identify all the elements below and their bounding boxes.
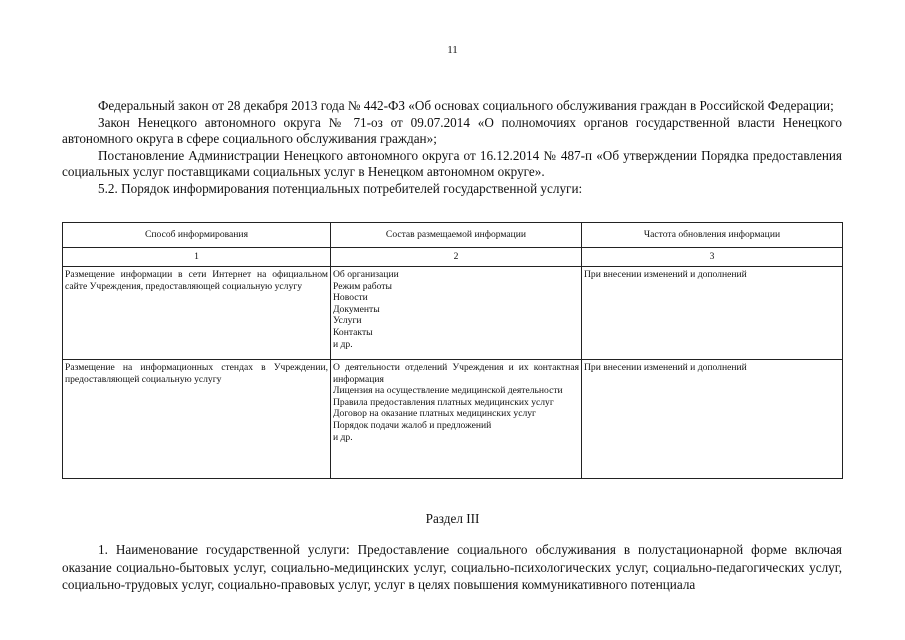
table-row [63,360,843,479]
method-cell: Размещение на информационных стендах в Учреждении, предоставляющей социальную услугу [63,360,331,479]
information-table [62,222,843,479]
column-number: 2 [331,248,582,267]
legal-act-regional-law: Закон Ненецкого автономного округа № 71-оз от 09.07.2014 «О полномочиях органов государственной власти Ненецкого автономного округа в сфере социального обслуживания граждан»; [62,114,842,147]
contents-item: Контакты [333,326,373,338]
section-title: Раздел III [425,511,480,526]
table-header-row [63,223,843,248]
column-header-frequency: Частота обновления информации [582,223,843,248]
contents-item: Режим работы [333,280,392,292]
method-cell: Размещение информации в сети Интернет на официальном сайте Учреждения, предоставляющей социальную услугу [63,267,331,360]
column-header-contents: Состав размещаемой информации [331,223,582,248]
table-row [63,267,843,360]
page-number: 11 [447,44,458,56]
contents-cell [331,360,582,479]
table-number-row [63,248,843,267]
contents-item: Новости [333,292,368,304]
service-name-paragraph: 1. Наименование государственной услуги: Предоставление социального обслуживания в полустационарной форме включая оказание социально-бытовых услуг, социально-медицинских услуг, социально-психологических услуг, социально-педагогических услуг, социально-трудовых услуг, социально-правовых услуг, услуг в целях повышения коммуникативного потенциала [62,542,842,592]
contents-item: Порядок подачи жалоб и предложений [333,419,492,431]
contents-item: Лицензия на осуществление медицинской деятельности [333,385,563,397]
contents-item: О деятельности отделений Учреждения и их контактная информация [333,362,579,385]
legal-act-federal-law: Федеральный закон от 28 декабря 2013 года № 442-ФЗ «Об основах социального обслуживания граждан в Российской Федерации; [98,98,834,113]
column-header-method: Способ информирования [63,223,331,248]
column-number: 1 [63,248,331,267]
contents-item: Документы [333,303,380,315]
legal-act-resolution: Постановление Администрации Ненецкого автономного округа от 16.12.2014 № 487-п «Об утверждении Порядка предоставления социальных услуг поставщиками социальных услуг в Ненецком автономном округе». [62,147,842,180]
column-number: 3 [582,248,843,267]
contents-item: Договор на оказание платных медицинских услуг [333,408,536,420]
contents-item: и др. [333,338,353,350]
contents-item: Услуги [333,315,362,327]
frequency-cell: При внесении изменений и дополнений [582,267,843,360]
contents-cell [331,267,582,360]
legal-acts-block [62,98,842,198]
contents-item: Правила предоставления платных медицинских услуг [333,396,554,408]
contents-item: и др. [333,431,353,443]
frequency-cell: При внесении изменений и дополнений [582,360,843,479]
contents-item: Об организации [333,269,399,280]
section-5-2-heading: 5.2. Порядок информирования потенциальных потребителей государственной услуги: [98,180,583,196]
